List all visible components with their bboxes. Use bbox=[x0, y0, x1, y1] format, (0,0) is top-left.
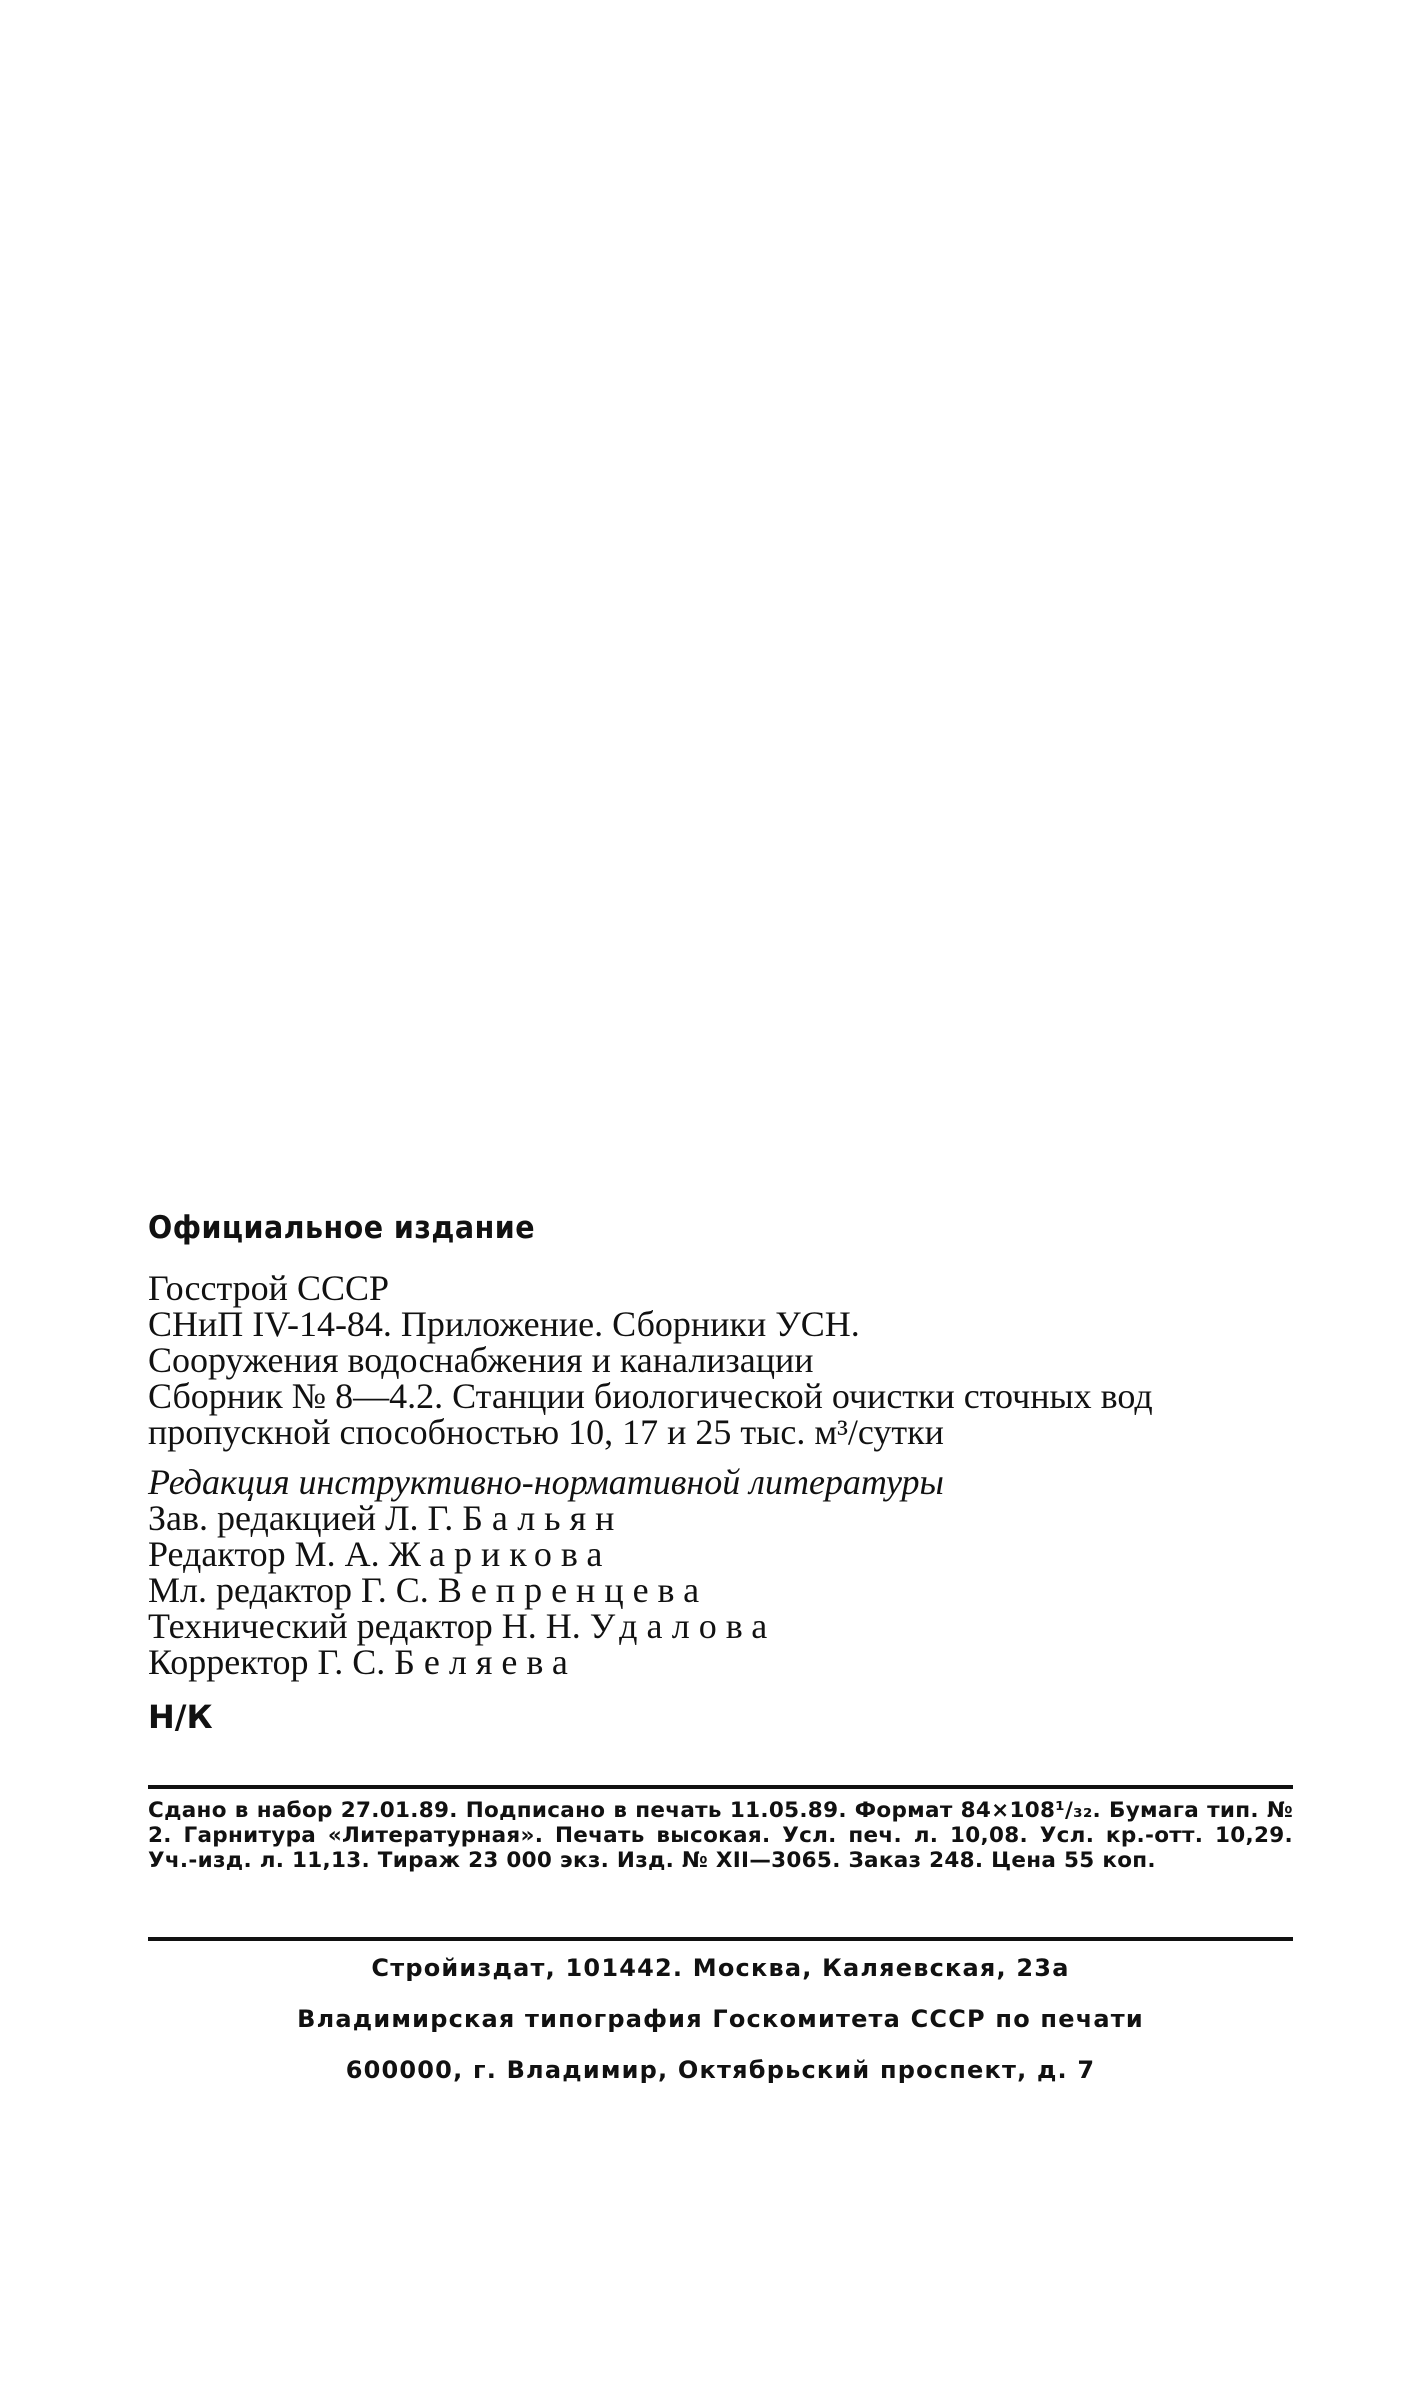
publisher-info bbox=[148, 1952, 1293, 2105]
top-divider bbox=[148, 1785, 1293, 1789]
staff-initials: Н. Н. bbox=[501, 1606, 581, 1646]
staff-line bbox=[148, 1572, 1298, 1608]
title-line: Сборник № 8—4.2. Станции биологической очистки сточных вод bbox=[148, 1376, 1153, 1416]
printing-house: Владимирская типография Госкомитета СССР по печати bbox=[297, 2005, 1144, 2033]
staff-line bbox=[148, 1500, 1298, 1536]
staff-line bbox=[148, 1536, 1298, 1572]
bottom-divider bbox=[148, 1937, 1293, 1941]
imprint-block bbox=[148, 1210, 1298, 1736]
staff-role: Мл. редактор bbox=[148, 1570, 353, 1610]
staff-surname: Жарикова bbox=[388, 1534, 612, 1574]
title-line: Госстрой СССР bbox=[148, 1268, 389, 1308]
staff-surname: Беляева bbox=[394, 1642, 577, 1682]
publisher-address: Стройиздат, 101442. Москва, Каляевская, 23а bbox=[371, 1954, 1070, 1982]
title-line: Сооружения водоснабжения и канализации bbox=[148, 1340, 814, 1380]
staff-line bbox=[148, 1608, 1298, 1644]
staff-initials: М. А. bbox=[294, 1534, 380, 1574]
title-line: СНиП IV-14-84. Приложение. Сборники УСН. bbox=[148, 1304, 860, 1344]
staff-role: Редактор bbox=[148, 1534, 286, 1574]
staff-line bbox=[148, 1644, 1298, 1680]
classification-code: Н/К bbox=[148, 1698, 213, 1736]
title-line: пропускной способностью 10, 17 и 25 тыс. м³/сутки bbox=[148, 1412, 944, 1452]
printing-house-address: 600000, г. Владимир, Октябрьский проспект, д. 7 bbox=[345, 2056, 1096, 2084]
staff-surname: Вепренцева bbox=[437, 1570, 709, 1610]
publication-title bbox=[148, 1270, 1298, 1450]
staff-initials: Г. С. bbox=[317, 1642, 386, 1682]
staff-surname: Бальян bbox=[462, 1498, 624, 1538]
print-specifications: Сдано в набор 27.01.89. Подписано в печать 11.05.89. Формат 84×108¹/₃₂. Бумага тип. № 2. Гарнитура «Литературная». Печать высокая. Усл. печ. л. 10,08. Усл. кр.-отт. 10,29. Уч.-изд. л. 11,13. Тираж 23 000 экз. Изд. № XII—3065. Заказ 248. Цена 55 коп. bbox=[148, 1798, 1293, 1873]
staff-role: Зав. редакцией bbox=[148, 1498, 377, 1538]
official-edition-label: Официальное издание bbox=[148, 1210, 536, 1246]
staff-initials: Г. С. bbox=[361, 1570, 429, 1610]
editorial-staff bbox=[148, 1464, 1298, 1680]
editorial-office: Редакция инструктивно-нормативной литературы bbox=[148, 1462, 944, 1502]
staff-surname: Удалова bbox=[589, 1606, 777, 1646]
staff-initials: Л. Г. bbox=[385, 1498, 454, 1538]
staff-role: Технический редактор bbox=[148, 1606, 493, 1646]
staff-role: Корректор bbox=[148, 1642, 309, 1682]
